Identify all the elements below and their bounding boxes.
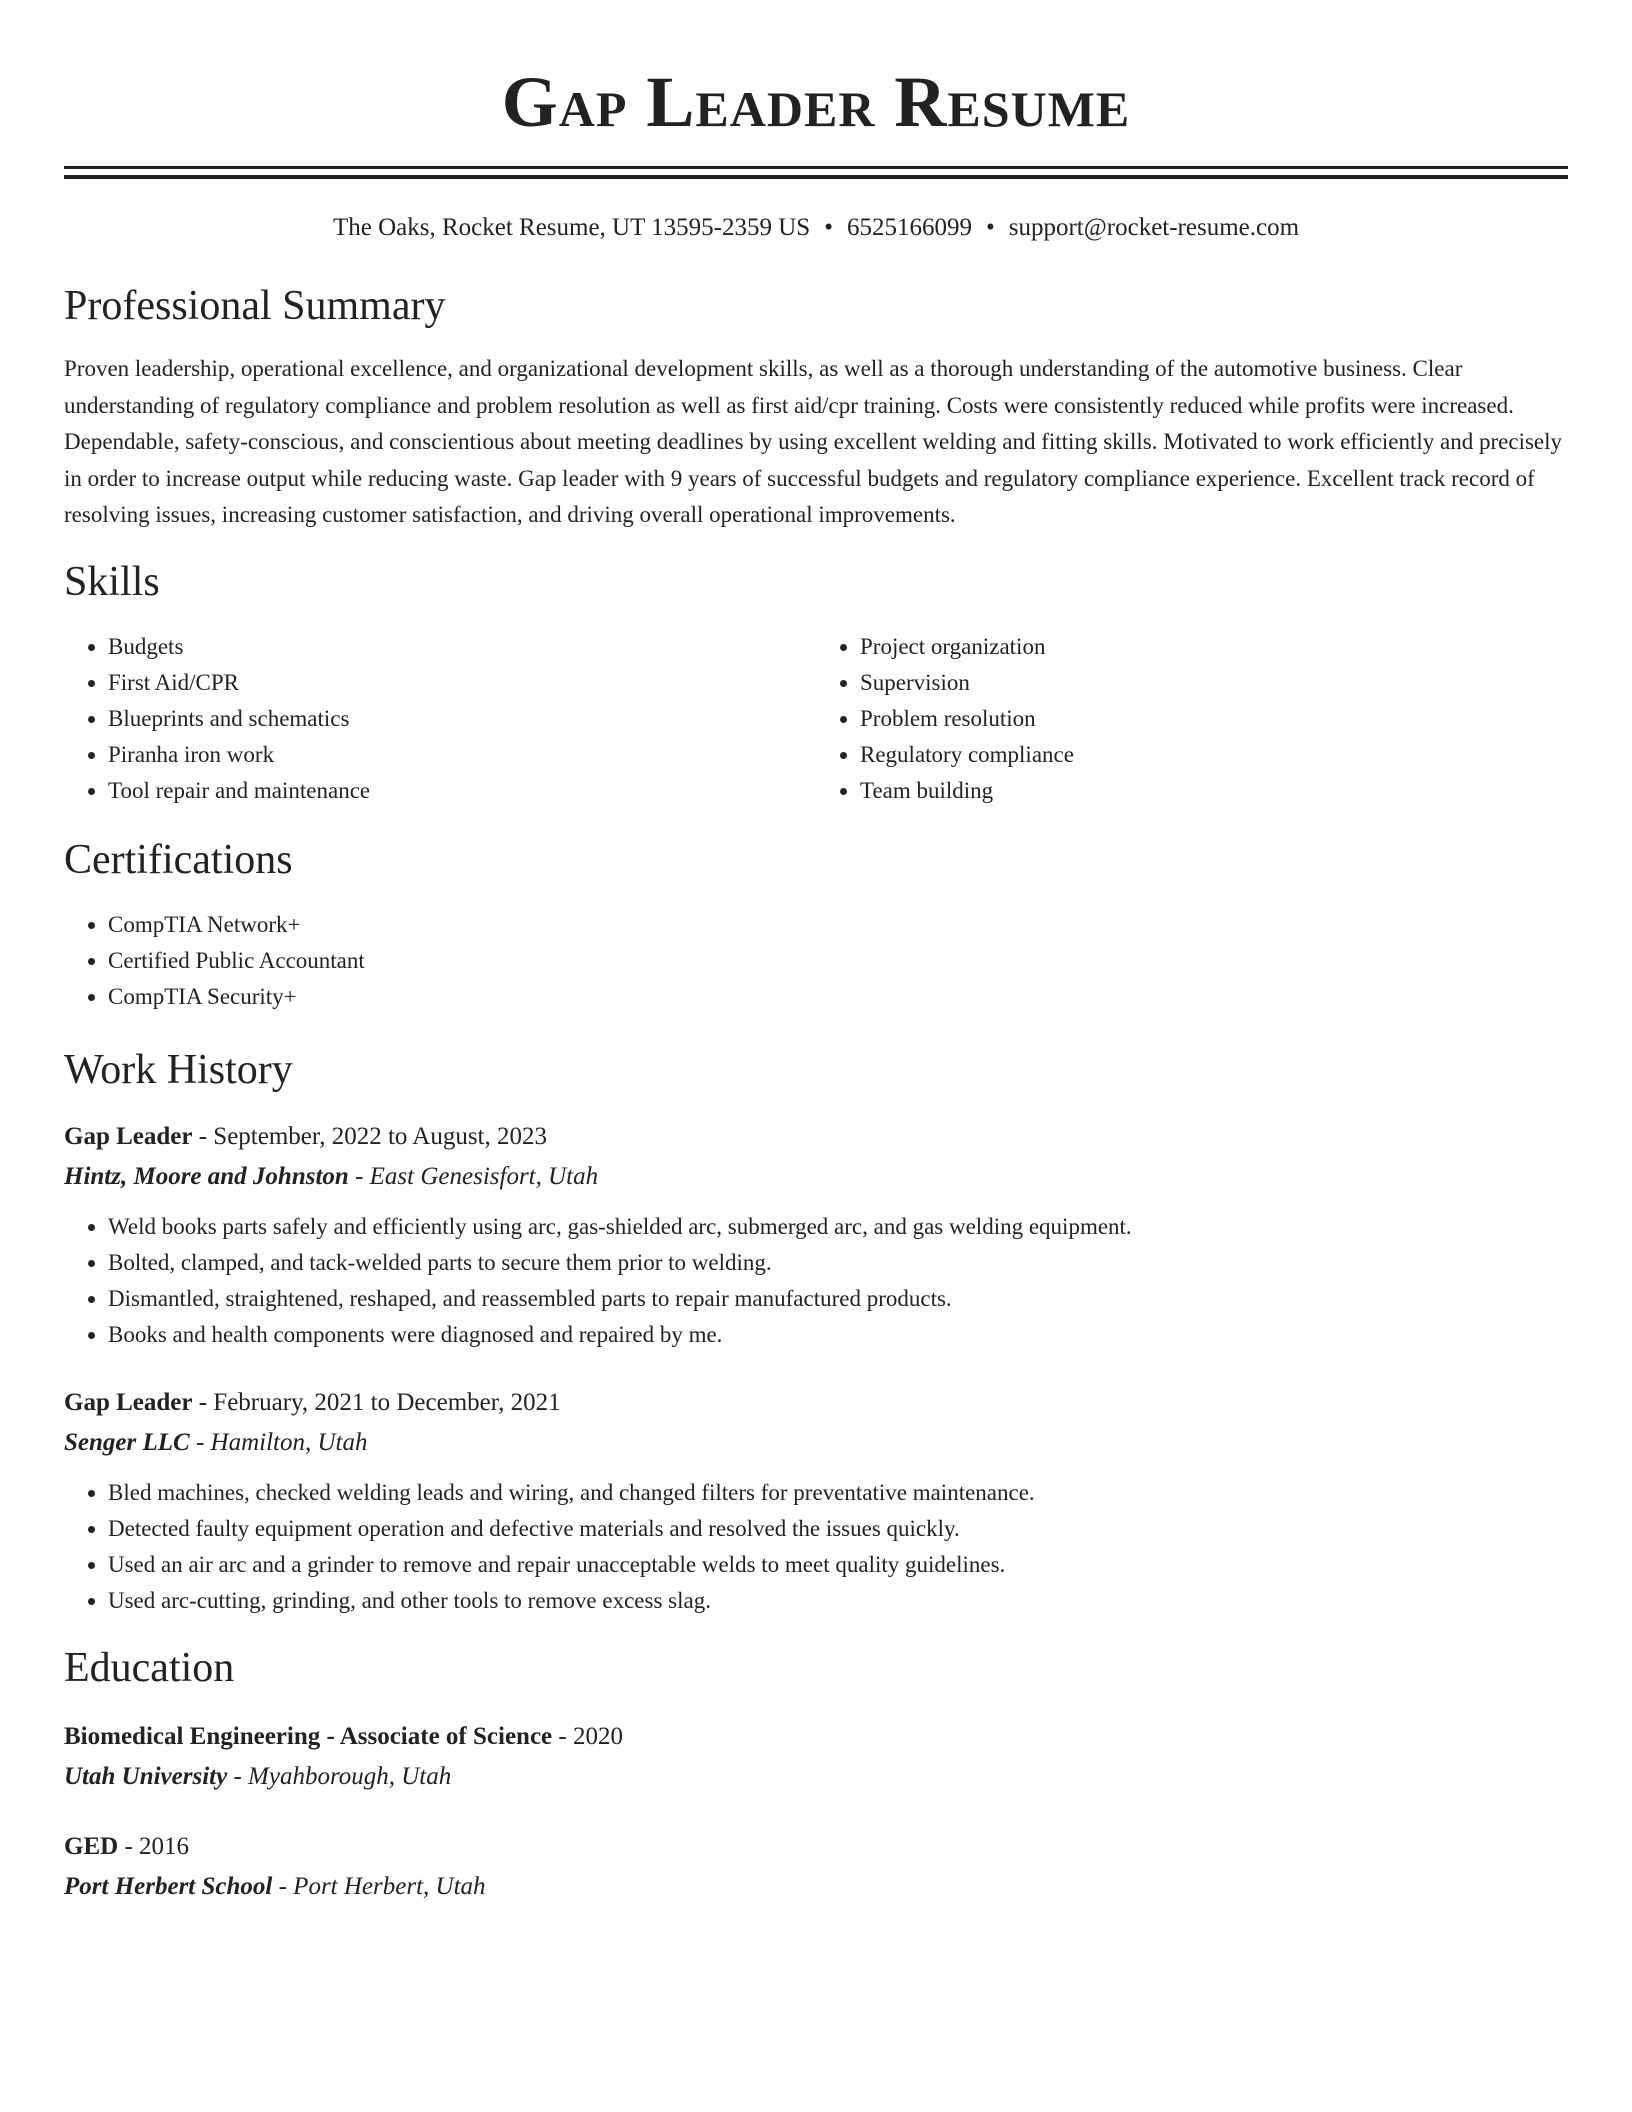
education-degree: Biomedical Engineering - Associate of Science (64, 1722, 553, 1750)
skill-item: • First Aid/CPR (108, 665, 816, 701)
title-divider-top (64, 166, 1568, 169)
job-duties-list (64, 1209, 1568, 1353)
job-duty: • Used arc-cutting, grinding, and other tools to remove excess slag. (108, 1583, 1568, 1619)
education-school-line (64, 1867, 1568, 1907)
job-duty: • Weld books parts safely and efficiently using arc, gas-shielded arc, submerged arc, and gas welding equipment. (108, 1209, 1568, 1245)
job-dates: - September, 2022 to August, 2023 (192, 1122, 547, 1150)
education-heading: Education (64, 1644, 235, 1691)
education-header (64, 1827, 1568, 1867)
job-duty: • Bolted, clamped, and tack-welded parts to secure them prior to welding. (108, 1245, 1568, 1281)
summary-text: Proven leadership, operational excellence, and organizational development skills, as well as a thorough understanding of the automotive business. Clear understanding of regulatory compliance and problem resolution as well as first aid/cpr training. Costs were consistently reduced while profits were increased. Dependable, safety-conscious, and conscientious about meeting deadlines by using excellent welding and fitting skills. Motivated to work efficiently and precisely in order to increase output while reducing waste. Gap leader with 9 years of successful budgets and regulatory compliance experience. Excellent track record of resolving issues, increasing customer satisfaction, and driving overall operational improvements. (64, 356, 1563, 527)
job-duty: • Detected faulty equipment operation and defective materials and resolved the issues quickly. (108, 1511, 1568, 1547)
skill-item: • Project organization (860, 629, 1568, 665)
skill-item: • Regulatory compliance (860, 737, 1568, 773)
education-location: - Port Herbert, Utah (272, 1872, 486, 1900)
job-header (64, 1117, 1568, 1157)
job-duties-list (64, 1475, 1568, 1619)
job-dates: - February, 2021 to December, 2021 (192, 1388, 561, 1416)
education-degree: GED (64, 1832, 119, 1860)
contact-separator: • (985, 214, 995, 241)
skills-list (64, 629, 1568, 809)
job-company-line (64, 1423, 1568, 1463)
certification-item: • Certified Public Accountant (108, 943, 1568, 979)
skill-item: • Piranha iron work (108, 737, 816, 773)
skill-item: • Supervision (860, 665, 1568, 701)
resume-page (64, 0, 1568, 1907)
job-company-line (64, 1157, 1568, 1197)
job-role: Gap Leader (64, 1122, 193, 1150)
skill-item: • Blueprints and schematics (108, 701, 816, 737)
contact-line (64, 213, 1568, 243)
work-history-heading: Work History (64, 1046, 293, 1093)
job-header (64, 1383, 1568, 1423)
contact-separator: • (824, 214, 833, 241)
contact-phone: 6525166099 (846, 214, 972, 241)
job-company: Hintz, Moore and Johnston (64, 1162, 349, 1190)
contact-address: The Oaks, Rocket Resume, UT 13595-2359 US (332, 214, 811, 241)
summary-heading: Professional Summary (64, 283, 446, 329)
job-role: Gap Leader (64, 1388, 193, 1416)
education-school: Utah University (64, 1762, 228, 1790)
job-duty: • Used an air arc and a grinder to remove and repair unacceptable welds to meet quality guidelines. (108, 1547, 1568, 1583)
skills-heading: Skills (64, 558, 160, 605)
education-school: Port Herbert School (64, 1872, 273, 1900)
job-location: - East Genesisfort, Utah (348, 1162, 599, 1190)
skills-column-right (816, 629, 1568, 809)
certifications-heading: Certifications (64, 836, 293, 883)
title-divider-bottom (64, 175, 1568, 179)
education-year: - 2020 (552, 1722, 623, 1750)
skill-item: • Problem resolution (860, 701, 1568, 737)
job-duty: • Books and health components were diagnosed and repaired by me. (108, 1317, 1568, 1353)
certifications-list (64, 907, 1568, 1015)
contact-email: support@rocket-resume.com (1008, 214, 1300, 241)
education-header (64, 1717, 1568, 1757)
job-duty: • Bled machines, checked welding leads and wiring, and changed filters for preventative maintenance. (108, 1475, 1568, 1511)
education-year: - 2016 (118, 1832, 190, 1860)
education-school-line (64, 1757, 1568, 1797)
certification-item: • CompTIA Network+ (108, 907, 1568, 943)
education-location: - Myahborough, Utah (227, 1762, 452, 1790)
certification-item: • CompTIA Security+ (108, 979, 1568, 1015)
job-location: - Hamilton, Utah (189, 1428, 368, 1456)
job-company: Senger LLC (64, 1428, 190, 1456)
job-duty: • Dismantled, straightened, reshaped, and reassembled parts to repair manufactured products. (108, 1281, 1568, 1317)
skill-item: • Budgets (108, 629, 816, 665)
skills-column-left (64, 629, 816, 809)
resume-title: Gap Leader Resume (501, 62, 1131, 142)
skill-item: • Tool repair and maintenance (108, 773, 816, 809)
skill-item: • Team building (860, 773, 1568, 809)
